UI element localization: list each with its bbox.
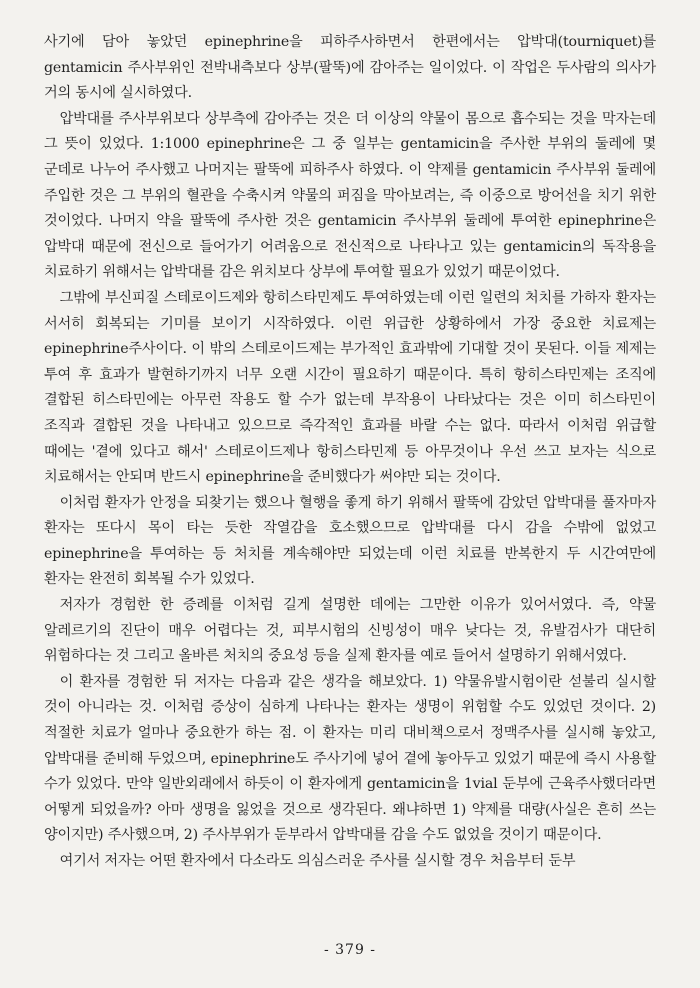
- paragraph-7: 여기서 저자는 어떤 환자에서 다소라도 의심스러운 주사를 실시할 경우 처음부터 둔부: [59, 853, 576, 869]
- page-number: - 379 -: [323, 942, 377, 958]
- paragraph-2: 압박대를 주사부위보다 상부측에 감아주는 것은 더 이상의 약물이 몸으로 흡수되는 것을 막자는데 그 뜻이 있었다. 1:1000 epinephrine은 그 중 일부는 gentamicin을 주사한 부위의 둘레에 몇 군데로 나누어 주사했고 나머지는 팔뚝에 피하주사 하였다. 이 약제를 gentamicin 주사부위 둘레에 주입한 것은 그 부위의 혈관을 수축시켜 약물의 퍼짐을 막아보려는, 즉 이중으로 방어선을 치기 위한 것이었다. 나머지 약을 팔뚝에 주사한 것은 gentamicin 주사부위 둘레에 투여한 epinephrine은 압박대 때문에 전신으로 들어가기 어려움으로 전신적으로 나타나고 있는 gentamicin의 독작용을 치료하기 위해서는 압박대를 감은 위치보다 상부에 투여할 필요가 있었기 때문이었다.: [44, 110, 656, 281]
- paragraph-6: 이 환자를 경험한 뒤 저자는 다음과 같은 생각을 해보았다. 1) 약물유발시험이란 섣불리 실시할 것이 아니라는 것. 이처럼 증상이 심하게 나타나는 환자는 생명이 위험할 수도 있었던 것이다. 2) 적절한 치료가 얼마나 중요한가 하는 점. 이 환자는 미리 대비책으로서 정맥주사를 실시해 놓았고, 압박대를 준비해 두었으며, epinephrine도 주사기에 넣어 곁에 놓아두고 있었기 때문에 즉시 사용할 수가 있었다. 만약 일반외래에서 하듯이 이 환자에게 gentamicin을 1vial 둔부에 근육주사했더라면 어떻게 되었을까? 아마 생명을 잃었을 것으로 생각된다. 왜냐하면 1) 약제를 대량(사실은 흔히 쓰는 양이지만) 주사했으며, 2) 주사부위가 둔부라서 압박대를 감을 수도 없었을 것이기 때문이다.: [44, 673, 656, 844]
- body-text: [44, 30, 656, 875]
- paragraph-1: 사기에 담아 놓았던 epinephrine을 피하주사하면서 한편에서는 압박대(tourniquet)를 gentamicin 주사부위인 전박내측보다 상부(팔뚝)에 감아주는 일이었다. 이 작업은 두사람의 의사가 거의 동시에 실시하였다.: [44, 34, 656, 102]
- paragraph-4: 이처럼 환자가 안정을 되찾기는 했으나 혈행을 좋게 하기 위해서 팔뚝에 감았던 압박대를 풀자마자 환자는 또다시 목이 타는 듯한 작열감을 호소했으므로 압박대를 다시 감을 수밖에 없었고 epinephrine을 투여하는 등 처치를 계속해야만 되었는데 이런 치료를 반복한지 두 시간여만에 환자는 완전히 회복될 수가 있었다.: [44, 494, 656, 588]
- paragraph-3: 그밖에 부신피질 스테로이드제와 항히스타민제도 투여하였는데 이런 일련의 처치를 가하자 환자는 서서히 회복되는 기미를 보이기 시작하였다. 이런 위급한 상황하에서 가장 중요한 치료제는 epinephrine주사이다. 이 밖의 스테로이드제는 부가적인 효과밖에 기대할 것이 못된다. 이들 제제는 투여 후 효과가 발현하기까지 너무 오랜 시간이 필요하기 때문이다. 특히 항히스타민제는 조직에 결합된 히스타민에는 아무런 작용도 할 수가 없는데 부작용이 나타났다는 것은 이미 히스타민이 조직과 결합된 것을 나타내고 있으므로 즉각적인 효과를 바랄 수는 없다. 따라서 이처럼 위급할 때에는 '곁에 있다고 해서' 스테로이드제나 항히스타민제 등 아무것이나 우선 쓰고 보자는 식으로 치료해서는 안되며 반드시 epinephrine을 준비했다가 써야만 되는 것이다.: [44, 289, 656, 486]
- paragraph-5: 저자가 경험한 한 증례를 이처럼 길게 설명한 데에는 그만한 이유가 있어서였다. 즉, 약물 알레르기의 진단이 매우 어렵다는 것, 피부시험의 신빙성이 매우 낮다는 것, 유발검사가 대단히 위험하다는 것 그리고 올바른 처치의 중요성 등을 실제 환자를 예로 들어서 설명하기 위해서였다.: [44, 597, 656, 665]
